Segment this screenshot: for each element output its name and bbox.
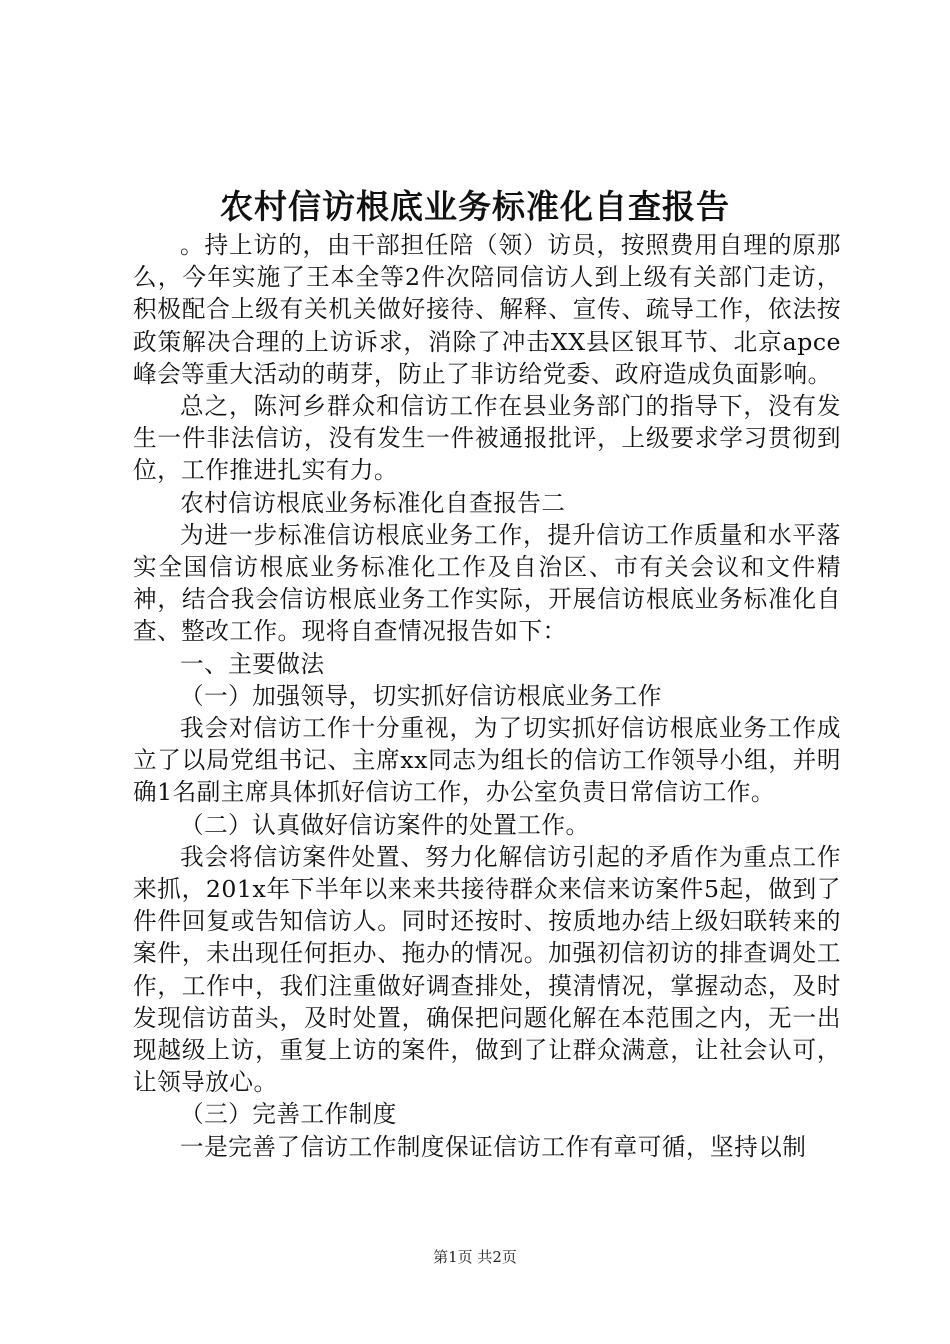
paragraph-1: 。持上访的，由干部担任陪（领）访员，按照费用自理的原那么，今年实施了王本全等2件次陪同信访人到上级有关部门走访，积极配合上级有关机关做好接待、解释、宣传、疏导工作，依法按政策解决合理的上访诉求，消除了冲击XX县区银耳节、北京apce峰会等重大活动的萌芽，防止了非访给党委、政府造成负面影响。 [133,231,841,388]
paragraph-2: 总之，陈河乡群众和信访工作在县业务部门的指导下，没有发生一件非法信访，没有发生一件被通报批评，上级要求学习贯彻到位，工作推进扎实有力。 [133,392,841,485]
heading-main-practices: 一、主要做法 [180,649,325,678]
page-footer: 第1页 共2页 [433,1248,517,1266]
document-title: 农村信访根底业务标准化自查报告 [220,187,730,226]
document-body [133,229,841,1163]
subheading-3: （三）完善工作制度 [180,1100,397,1129]
paragraph-leadership: 我会对信访工作十分重视，为了切实抓好信访根底业务工作成立了以局党组书记、主席xx同志为组长的信访工作领导小组，并明确1名副主席具体抓好信访工作，办公室负责日常信访工作。 [133,714,841,807]
paragraph-intro: 为进一步标准信访根底业务工作，提升信访工作质量和水平落实全国信访根底业务标准化工作及自治区、市有关会议和文件精神，结合我会信访根底业务工作实际，开展信访根底业务标准化自查、整改工作。现将自查情况报告如下： [133,520,841,646]
section-heading-report-two: 农村信访根底业务标准化自查报告二 [180,488,566,517]
subheading-2: （二）认真做好信访案件的处置工作。 [180,810,590,839]
paragraph-case-handling: 我会将信访案件处置、努力化解信访引起的矛盾作为重点工作来抓，201x年下半年以来来共接待群众来信来访案件5起，做到了件件回复或告知信访人。同时还按时、按质地办结上级妇联转来的案件，未出现任何拒办、拖办的情况。加强初信初访的排查调处工作，工作中，我们注重做好调查排处，摸清情况，掌握动态，及时发现信访苗头，及时处置，确保把问题化解在本范围之内，无一出现越级上访，重复上访的案件，做到了让群众满意，让社会认可，让领导放心。 [133,842,841,1097]
paragraph-system: 一是完善了信访工作制度保证信访工作有章可循，坚持以制 [180,1132,807,1161]
subheading-1: （一）加强领导，切实抓好信访根底业务工作 [180,681,662,710]
